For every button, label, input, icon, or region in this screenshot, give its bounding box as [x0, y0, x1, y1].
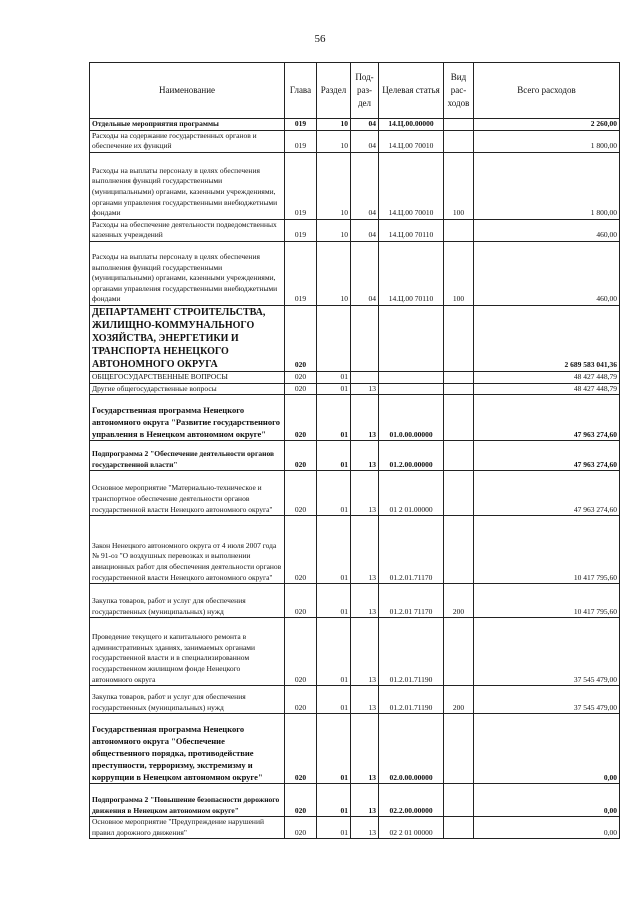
row-podrazdel: 04: [351, 152, 379, 219]
table-row: [90, 686, 620, 714]
row-statya: 14.Ц.00 70010: [379, 130, 444, 152]
row-vid: [444, 784, 474, 817]
row-vid: [444, 371, 474, 383]
row-podrazdel: 04: [351, 119, 379, 131]
table-row: [90, 441, 620, 471]
row-razdel: 10: [317, 241, 351, 305]
row-name: Проведение текущего и капитального ремонта в административных зданиях, занимаемых органами государственной власти и в специализированном государственном жилищном фонде Ненецкого автономного округа: [90, 618, 285, 686]
row-glava: 019: [285, 219, 317, 241]
row-razdel: 01: [317, 395, 351, 441]
row-razdel: 01: [317, 784, 351, 817]
row-statya: 01.2.01.71170: [379, 516, 444, 584]
row-podrazdel: 13: [351, 516, 379, 584]
row-name: Подпрограмма 2 "Обеспечение деятельности органов государственной власти": [90, 441, 285, 471]
row-vid: [444, 441, 474, 471]
table-row: [90, 714, 620, 784]
row-glava: 019: [285, 119, 317, 131]
row-name: Отдельные мероприятия программы: [90, 119, 285, 131]
row-podrazdel: 04: [351, 130, 379, 152]
budget-table: [89, 62, 620, 839]
row-name: ДЕПАРТАМЕНТ СТРОИТЕЛЬСТВА, ЖИЛИЩНО-КОММУНАЛЬНОГО ХОЗЯЙСТВА, ЭНЕРГЕТИКИ И ТРАНСПОРТА НЕНЕЦКОГО АВТОНОМНОГО ОКРУГА: [90, 305, 285, 371]
row-podrazdel: 04: [351, 241, 379, 305]
row-glava: 020: [285, 395, 317, 441]
row-razdel: 01: [317, 584, 351, 618]
row-total: 2 689 583 041,36: [474, 305, 620, 371]
row-total: 47 963 274,60: [474, 471, 620, 516]
row-total: 37 545 479,00: [474, 686, 620, 714]
row-podrazdel: 13: [351, 618, 379, 686]
row-statya: [379, 383, 444, 395]
table-row: [90, 395, 620, 441]
row-glava: 020: [285, 584, 317, 618]
row-vid: [444, 714, 474, 784]
row-statya: [379, 371, 444, 383]
row-razdel: 10: [317, 119, 351, 131]
row-vid: 200: [444, 584, 474, 618]
row-razdel: 01: [317, 618, 351, 686]
row-vid: [444, 219, 474, 241]
row-podrazdel: 13: [351, 584, 379, 618]
row-razdel: 01: [317, 441, 351, 471]
row-vid: [444, 618, 474, 686]
row-total: 10 417 795,60: [474, 584, 620, 618]
row-glava: 020: [285, 441, 317, 471]
row-name: Расходы на выплаты персоналу в целях обеспечения выполнения функций государственными (муниципальными) органами, казенными учреждениями, органами управления государственными внебюджетными фондами: [90, 152, 285, 219]
row-total: 48 427 448,79: [474, 371, 620, 383]
row-total: 10 417 795,60: [474, 516, 620, 584]
header-razdel: Раздел: [317, 63, 351, 119]
row-statya: 01 2 01.00000: [379, 471, 444, 516]
table-row: [90, 119, 620, 131]
row-razdel: 10: [317, 130, 351, 152]
header-podrazdel: Под-раз-дел: [351, 63, 379, 119]
row-statya: 14.Ц.00 70010: [379, 152, 444, 219]
row-total: 460,00: [474, 241, 620, 305]
row-statya: 01.2.01.71190: [379, 686, 444, 714]
table-row: [90, 516, 620, 584]
header-total: Всего расходов: [474, 63, 620, 119]
row-glava: 019: [285, 152, 317, 219]
row-statya: 01.0.00.00000: [379, 395, 444, 441]
row-name: Основное мероприятие "Материально-техническое и транспортное обеспечение деятельности органов государственной власти Ненецкого автономного округа": [90, 471, 285, 516]
row-razdel: 01: [317, 383, 351, 395]
row-vid: [444, 817, 474, 839]
row-razdel: 01: [317, 714, 351, 784]
row-total: 0,00: [474, 714, 620, 784]
row-podrazdel: 13: [351, 784, 379, 817]
row-glava: 020: [285, 618, 317, 686]
row-podrazdel: [351, 371, 379, 383]
row-total: 2 260,00: [474, 119, 620, 131]
row-vid: [444, 516, 474, 584]
header-glava: Глава: [285, 63, 317, 119]
row-total: 0,00: [474, 817, 620, 839]
row-glava: 020: [285, 371, 317, 383]
table-row: [90, 471, 620, 516]
row-podrazdel: 13: [351, 686, 379, 714]
row-vid: [444, 130, 474, 152]
row-total: 1 800,00: [474, 152, 620, 219]
row-statya: 02.2.00.00000: [379, 784, 444, 817]
row-glava: 019: [285, 130, 317, 152]
row-total: 37 545 479,00: [474, 618, 620, 686]
row-podrazdel: 13: [351, 383, 379, 395]
row-total: 48 427 448,79: [474, 383, 620, 395]
row-vid: [444, 383, 474, 395]
row-vid: 100: [444, 152, 474, 219]
table-row: [90, 817, 620, 839]
row-name: Закупка товаров, работ и услуг для обеспечения государственных (муниципальных) нужд: [90, 686, 285, 714]
row-razdel: 01: [317, 817, 351, 839]
row-glava: 020: [285, 305, 317, 371]
row-statya: [379, 305, 444, 371]
row-glava: 020: [285, 784, 317, 817]
row-name: Расходы на выплаты персоналу в целях обеспечения выполнения функций государственными (муниципальными) органами, казенными учреждениями, органами управления государственными внебюджетными фондами: [90, 241, 285, 305]
row-vid: [444, 305, 474, 371]
row-name: Расходы на содержание государственных органов и обеспечение их функций: [90, 130, 285, 152]
row-name: Закупка товаров, работ и услуг для обеспечения государственных (муниципальных) нужд: [90, 584, 285, 618]
row-statya: 14.Ц.00.00000: [379, 119, 444, 131]
row-name: Основное мероприятие "Предупреждение нарушений правил дорожного движения": [90, 817, 285, 839]
row-podrazdel: [351, 305, 379, 371]
row-total: 460,00: [474, 219, 620, 241]
row-glava: 020: [285, 516, 317, 584]
row-statya: 01.2.01 71170: [379, 584, 444, 618]
table-row: [90, 241, 620, 305]
row-total: 0,00: [474, 784, 620, 817]
row-vid: 200: [444, 686, 474, 714]
row-name: Расходы на обеспечение деятельности подведомственных казенных учреждений: [90, 219, 285, 241]
row-podrazdel: 13: [351, 714, 379, 784]
row-name: ОБЩЕГОСУДАРСТВЕННЫЕ ВОПРОСЫ: [90, 371, 285, 383]
row-glava: 020: [285, 383, 317, 395]
row-statya: 01.2.01.71190: [379, 618, 444, 686]
row-razdel: [317, 305, 351, 371]
row-glava: 019: [285, 241, 317, 305]
row-statya: 01.2.00.00000: [379, 441, 444, 471]
table-row: [90, 383, 620, 395]
row-statya: 14.Ц.00 70110: [379, 241, 444, 305]
row-podrazdel: 13: [351, 817, 379, 839]
row-total: 47 963 274,60: [474, 441, 620, 471]
row-razdel: 01: [317, 471, 351, 516]
row-name: Закон Ненецкого автономного округа от 4 июля 2007 года № 91-оз "О воздушных перевозках и выполнении авиационных работ для обеспечения деятельности органов государственной власти Ненецкого автономного округа": [90, 516, 285, 584]
row-name: Другие общегосударственные вопросы: [90, 383, 285, 395]
row-glava: 020: [285, 714, 317, 784]
row-vid: [444, 395, 474, 441]
header-vid: Вид рас-ходов: [444, 63, 474, 119]
table-row: [90, 371, 620, 383]
row-glava: 020: [285, 817, 317, 839]
row-podrazdel: 13: [351, 441, 379, 471]
row-name: Государственная программа Ненецкого автономного округа "Обеспечение общественного порядка, противодействие преступности, терроризму, экстремизму и коррупции в Ненецком автономном округе": [90, 714, 285, 784]
header-name: Наименование: [90, 63, 285, 119]
table-row: [90, 130, 620, 152]
table-row: [90, 152, 620, 219]
row-statya: 02 2 01 00000: [379, 817, 444, 839]
row-razdel: 10: [317, 152, 351, 219]
row-total: 47 963 274,60: [474, 395, 620, 441]
row-podrazdel: 13: [351, 471, 379, 516]
row-razdel: 10: [317, 219, 351, 241]
row-vid: [444, 471, 474, 516]
table-row: [90, 618, 620, 686]
row-vid: [444, 119, 474, 131]
row-razdel: 01: [317, 686, 351, 714]
row-podrazdel: 13: [351, 395, 379, 441]
row-name: Подпрограмма 2 "Повышение безопасности дорожного движения в Ненецком автономном округе": [90, 784, 285, 817]
row-razdel: 01: [317, 516, 351, 584]
row-name: Государственная программа Ненецкого автономного округа "Развитие государственного управления в Ненецком автономном округе": [90, 395, 285, 441]
table-row: [90, 305, 620, 371]
row-glava: 020: [285, 471, 317, 516]
row-glava: 020: [285, 686, 317, 714]
row-total: 1 800,00: [474, 130, 620, 152]
row-statya: 02.0.00.00000: [379, 714, 444, 784]
row-statya: 14.Ц.00 70110: [379, 219, 444, 241]
table-row: [90, 784, 620, 817]
row-razdel: 01: [317, 371, 351, 383]
table-header-row: [90, 63, 620, 119]
table-row: [90, 219, 620, 241]
row-podrazdel: 04: [351, 219, 379, 241]
page-number: 56: [314, 33, 326, 45]
table-row: [90, 584, 620, 618]
header-statya: Целевая статья: [379, 63, 444, 119]
row-vid: 100: [444, 241, 474, 305]
